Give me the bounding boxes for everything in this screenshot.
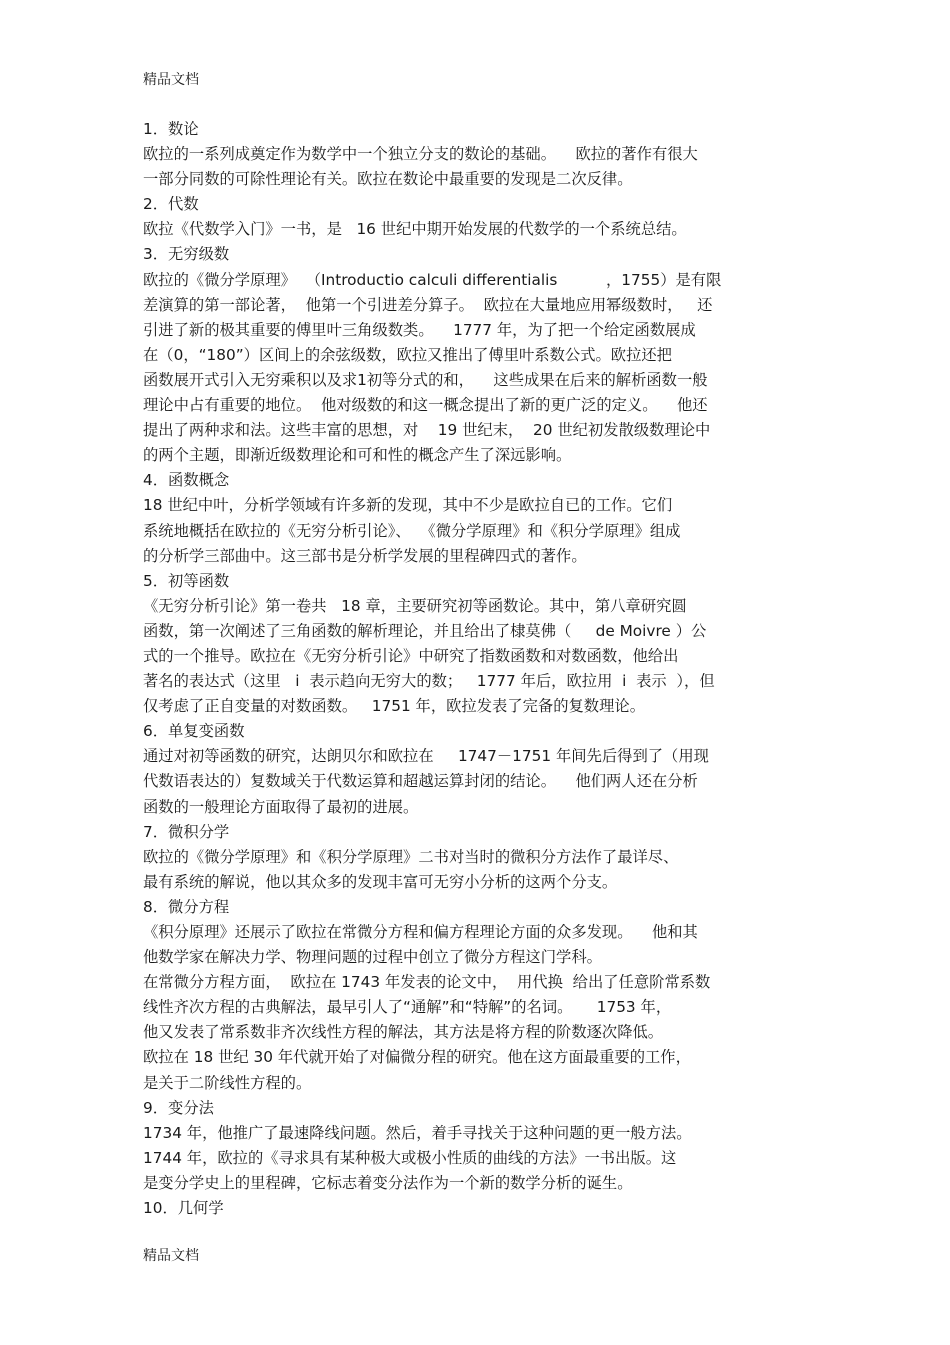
text-line: 《无穷分析引论》第一卷共 18 章，主要研究初等函数论。其中，第八章研究圆 bbox=[143, 596, 687, 615]
text-line: 函数展开式引入无穷乘积以及求1初等分式的和， 这些成果在后来的解析函数一般 bbox=[143, 370, 708, 389]
text-line: 欧拉的《微分学原理》 （Introductio calculi differentialis ，1755）是有限 bbox=[143, 270, 722, 289]
text-line: 通过对初等函数的研究，达朗贝尔和欧拉在 1747－1751 年间先后得到了（用现 bbox=[143, 747, 709, 766]
text-line: 是关于二阶线性方程的。 bbox=[143, 1073, 312, 1092]
text-line: 在（0，“180”）区间上的余弦级数，欧拉又推出了傅里叶系数公式。欧拉还把 bbox=[143, 345, 672, 364]
text-line: 1744 年，欧拉的《寻求具有某种极大或极小性质的曲线的方法》一书出版。这 bbox=[143, 1148, 677, 1167]
text-line: 最有系统的解说，他以其众多的发现丰富可无穷小分析的这两个分支。 bbox=[143, 872, 618, 891]
text-line: 2．代数 bbox=[143, 195, 199, 214]
text-line: 式的一个推导。欧拉在《无穷分析引论》中研究了指数函数和对数函数，他给出 bbox=[143, 646, 679, 665]
text-line: 引进了新的极其重要的傅里叶三角级数类。 1777 年，为了把一个给定函数展成 bbox=[143, 320, 696, 339]
text-line: 仅考虑了正自变量的对数函数。 1751 年，欧拉发表了完备的复数理论。 bbox=[143, 697, 645, 716]
text-line: 8．微分方程 bbox=[143, 897, 230, 916]
text-line: 18 世纪中叶，分析学领域有许多新的发现，其中不少是欧拉自已的工作。它们 bbox=[143, 496, 673, 515]
text-line: 是变分学史上的里程碑，它标志着变分法作为一个新的数学分析的诞生。 bbox=[143, 1173, 633, 1192]
text-line: 在常微分方程方面， 欧拉在 1743 年发表的论文中， 用代换 给出了任意阶常系数 bbox=[143, 973, 711, 992]
text-line: 10．几何学 bbox=[143, 1199, 224, 1218]
text-line: 他又发表了常系数非齐次线性方程的解法，其方法是将方程的阶数逐次降低。 bbox=[143, 1023, 664, 1042]
text-line: 线性齐次方程的古典解法，最早引人了“通解”和“特解”的名词。 1753 年， bbox=[143, 998, 672, 1017]
text-line: 1．数论 bbox=[143, 120, 199, 138]
text-line: 他数学家在解决力学、物理问题的过程中创立了微分方程这门学科。 bbox=[143, 948, 602, 967]
text-line: 6．单复变函数 bbox=[143, 722, 245, 741]
text-line: 著名的表达式（这里 i 表示趋向无穷大的数； 1777 年后，欧拉用 i 表示 ），但 bbox=[143, 672, 715, 691]
text-line: 理论中占有重要的地位。 他对级数的和这一概念提出了新的更广泛的定义。 他还 bbox=[143, 396, 708, 415]
text-line: 1734 年，他推广了最速降线问题。然后，着手寻找关于这种问题的更一般方法。 bbox=[143, 1123, 692, 1142]
text-line: 欧拉的一系列成奠定作为数学中一个独立分支的数论的基础。 欧拉的著作有很大 bbox=[143, 145, 698, 164]
text-line: 欧拉的《微分学原理》和《积分学原理》二书对当时的微积分方法作了最详尽、 bbox=[143, 847, 679, 866]
text-line: 系统地概括在欧拉的《无穷分析引论》、 《微分学原理》和《积分学原理》组成 bbox=[143, 521, 681, 540]
document-body bbox=[143, 117, 808, 1221]
text-line: 差演算的第一部论著， 他第一个引进差分算子。 欧拉在大量地应用幂级数时， 还 bbox=[143, 295, 713, 314]
text-line: 5．初等函数 bbox=[143, 571, 230, 590]
page-footer: 精品文档 bbox=[143, 1248, 199, 1264]
text-line: 的分析学三部曲中。这三部书是分析学发展的里程碑四式的著作。 bbox=[143, 546, 587, 565]
text-line: 函数，第一次阐述了三角函数的解析理论，并且给出了棣莫佛（ de Moivre ）公 bbox=[143, 621, 707, 640]
page-header: 精品文档 bbox=[143, 72, 199, 88]
text-line: 7．微积分学 bbox=[143, 822, 230, 841]
text-line: 欧拉在 18 世纪 30 年代就开始了对偏微分程的研究。他在这方面最重要的工作， bbox=[143, 1048, 691, 1067]
text-line: 欧拉《代数学入门》一书，是 16 世纪中期开始发展的代数学的一个系统总结。 bbox=[143, 220, 687, 239]
text-line: 一部分同数的可除性理论有关。欧拉在数论中最重要的发现是二次反律。 bbox=[143, 170, 633, 189]
text-line: 提出了两种求和法。这些丰富的思想，对 19 世纪末， 20 世纪初发散级数理论中 bbox=[143, 421, 711, 440]
text-line: 的两个主题，即渐近级数理论和可和性的概念产生了深远影响。 bbox=[143, 446, 572, 465]
text-line: 4．函数概念 bbox=[143, 471, 230, 490]
text-line: 函数的一般理论方面取得了最初的进展。 bbox=[143, 797, 419, 816]
text-line: 9．变分法 bbox=[143, 1098, 214, 1117]
text-line: 《积分原理》还展示了欧拉在常微分方程和偏方程理论方面的众多发现。 他和其 bbox=[143, 923, 698, 941]
text-line: 3．无穷级数 bbox=[143, 245, 230, 264]
text-line: 代数语表达的）复数域关于代数运算和超越运算封闭的结论。 他们两人还在分析 bbox=[143, 772, 698, 791]
